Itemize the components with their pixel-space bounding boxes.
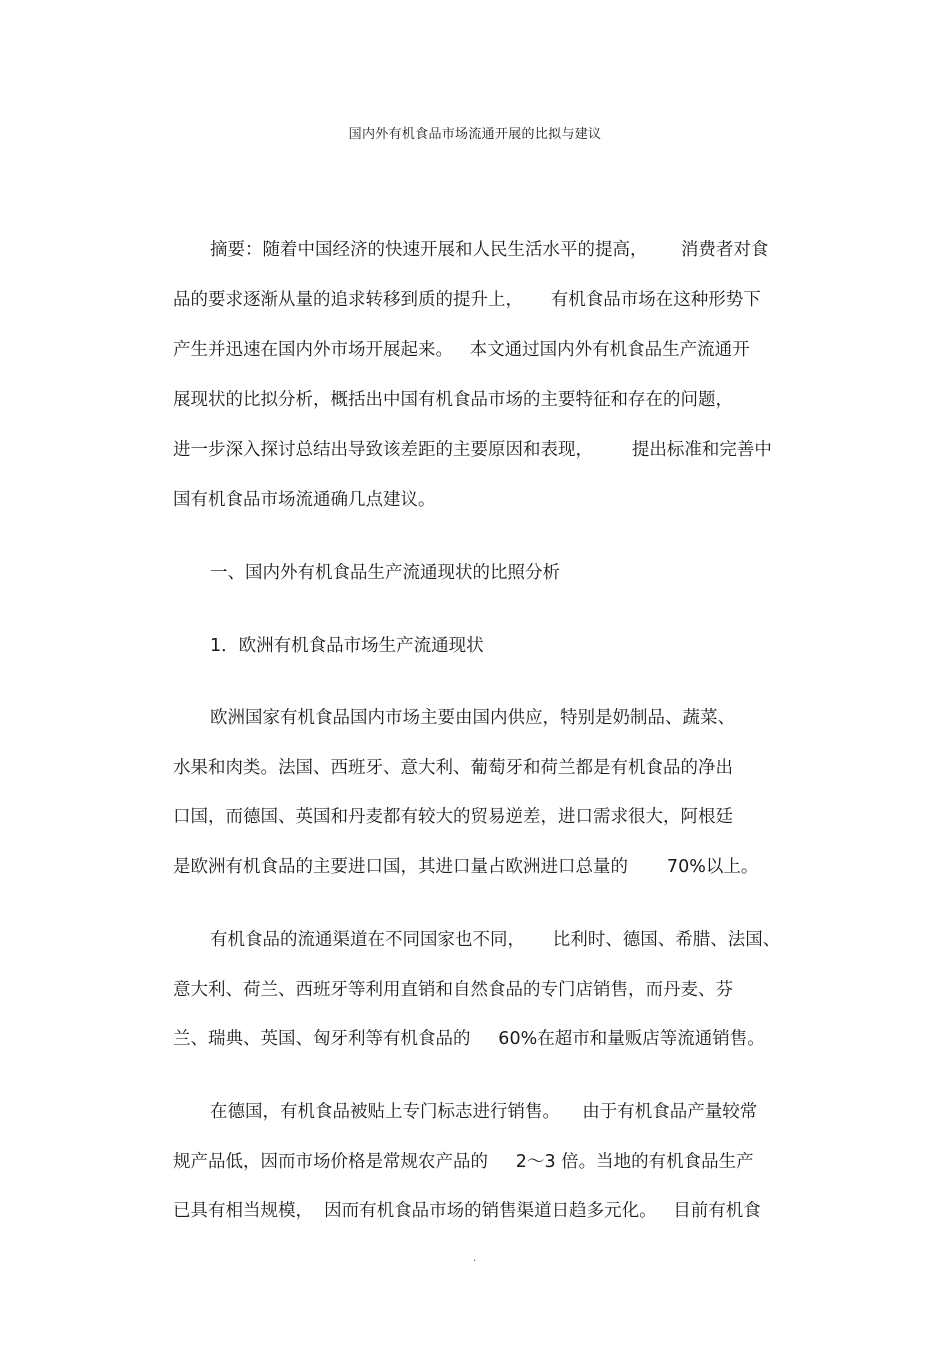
abstract-line: 展现状的比拟分析，概括出中国有机食品市场的主要特征和存在的问题， [173, 390, 733, 410]
paragraph-line: 是欧洲有机食品的主要进口国，其进口量占欧洲进口总量的 70%以上。 [173, 857, 759, 877]
footer-mark: . [473, 1253, 477, 1264]
paragraph-line: 在德国，有机食品被贴上专门标志进行销售。 由于有机食品产量较常 [210, 1102, 758, 1122]
paragraph-line: 水果和肉类。法国、西班牙、意大利、葡萄牙和荷兰都是有机食品的净出 [173, 758, 733, 778]
paragraph-line: 已具有相当规模， 因而有机食品市场的销售渠道日趋多元化。 目前有机食 [173, 1201, 761, 1221]
paragraph-line: 有机食品的流通渠道在不同国家也不同， 比利时、德国、希腊、法国、 [210, 930, 781, 950]
abstract-line: 品的要求逐渐从量的追求转移到质的提升上， 有机食品市场在这种形势下 [173, 290, 761, 310]
paragraph-line: 意大利、荷兰、西班牙等利用直销和自然食品的专门店销售，而丹麦、芬 [173, 980, 733, 1000]
paragraph-line: 口国，而德国、英国和丹麦都有较大的贸易逆差，进口需求很大，阿根廷 [173, 807, 733, 827]
section-heading: 一、国内外有机食品生产流通现状的比照分析 [210, 563, 560, 583]
subsection-heading: 1．欧洲有机食品市场生产流通现状 [210, 636, 484, 656]
abstract-line: 国有机食品市场流通确几点建议。 [173, 490, 436, 510]
abstract-line: 产生并迅速在国内外市场开展起来。 本文通过国内外有机食品生产流通开 [173, 340, 750, 360]
paragraph-line: 规产品低，因而市场价格是常规农产品的 2～3 倍。当地的有机食品生产 [173, 1152, 754, 1172]
paragraph-line: 兰、瑞典、英国、匈牙利等有机食品的 60%在超市和量贩店等流通销售。 [173, 1029, 765, 1049]
abstract-line: 摘要：随着中国经济的快速开展和人民生活水平的提高， 消费者对食 [210, 240, 769, 260]
document-title: 国内外有机食品市场流通开展的比拟与建议 [348, 127, 602, 142]
abstract-line: 进一步深入探讨总结出导致该差距的主要原因和表现， 提出标准和完善中 [173, 440, 772, 460]
paragraph-line: 欧洲国家有机食品国内市场主要由国内供应，特别是奶制品、蔬菜、 [210, 708, 735, 728]
